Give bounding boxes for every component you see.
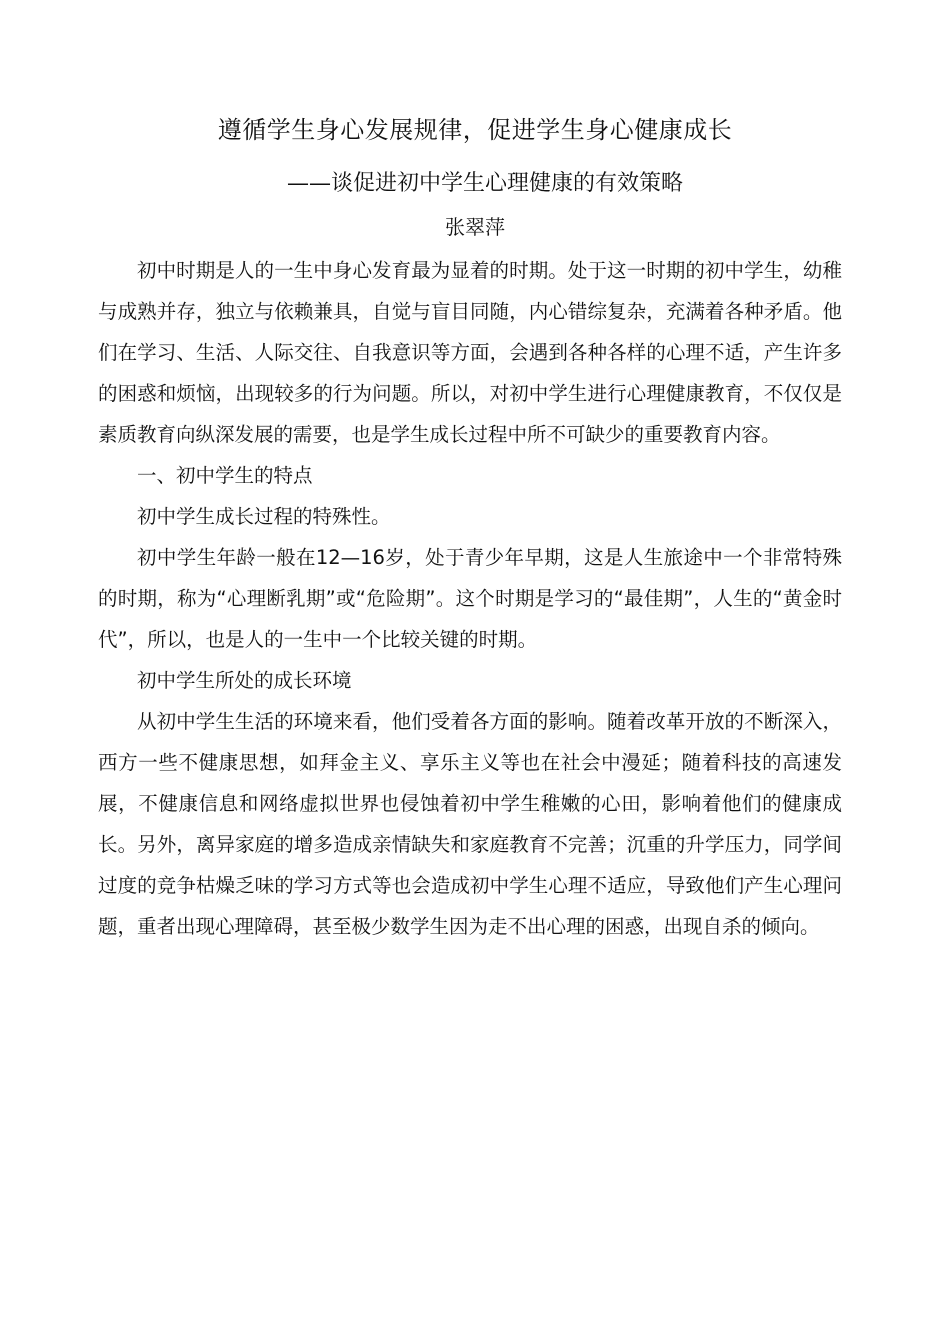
document-author: 张翠萍 bbox=[445, 215, 505, 239]
subsection-heading: 初中学生成长过程的特殊性。 bbox=[137, 505, 391, 528]
document-subtitle: ——谈促进初中学生心理健康的有效策略 bbox=[286, 171, 683, 196]
body-paragraph: 从初中学生生活的环境来看，他们受着各方面的影响。随着改革开放的不断深入，西方一些不健康思想，如拜金主义、享乐主义等也在社会中漫延；随着科技的高速发展，不健康信息和网络虚拟世界也侵蚀着初中学生稚嫩的心田，影响着他们的健康成长。另外，离异家庭的增多造成亲情缺失和家庭教育不完善；沉重的升学压力，同学间过度的竞争枯燥乏味的学习方式等也会造成初中学生心理不适应，导致他们产生心理问题，重者出现心理障碍，甚至极少数学生因为走不出心理的困惑，出现自杀的倾向。 bbox=[98, 710, 842, 938]
document-body bbox=[98, 250, 842, 947]
section-heading: 一、初中学生的特点 bbox=[137, 464, 313, 487]
body-paragraph: 初中学生年龄一般在12—16岁，处于青少年早期，这是人生旅途中一个非常特殊的时期，称为“心理断乳期”或“危险期”。这个时期是学习的“最佳期”，人生的“黄金时代”，所以，也是人的一生中一个比较关键的时期。 bbox=[98, 546, 842, 651]
subsection-heading: 初中学生所处的成长环境 bbox=[137, 669, 352, 692]
intro-paragraph: 初中时期是人的一生中身心发育最为显着的时期。处于这一时期的初中学生，幼稚与成熟并存，独立与依赖兼具，自觉与盲目同随，内心错综复杂，充满着各种矛盾。他们在学习、生活、人际交往、自我意识等方面，会遇到各种各样的心理不适，产生许多的困惑和烦恼，出现较多的行为问题。所以，对初中学生进行心理健康教育，不仅仅是素质教育向纵深发展的需要，也是学生成长过程中所不可缺少的重要教育内容。 bbox=[98, 259, 842, 446]
document-title: 遵循学生身心发展规律，促进学生身心健康成长 bbox=[217, 116, 733, 144]
